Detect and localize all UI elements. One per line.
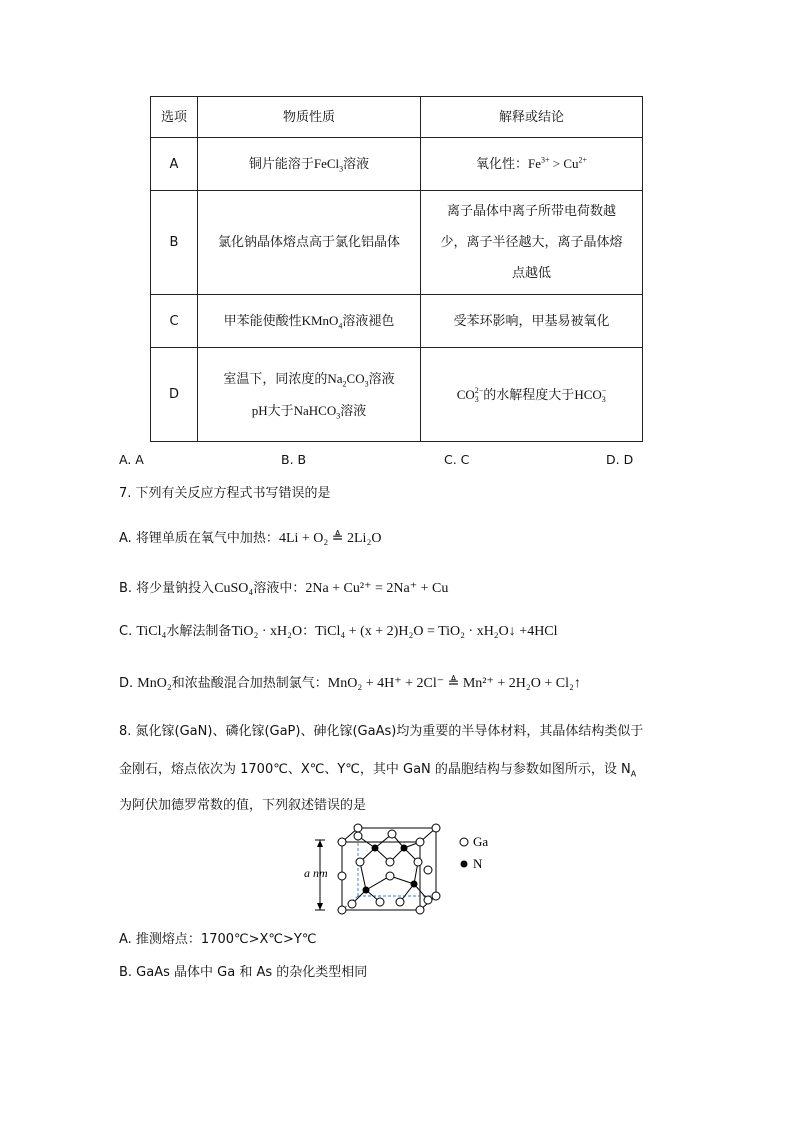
text: 的水解程度大于 (483, 387, 575, 403)
superscript: 3+ (540, 155, 550, 165)
row-conclusion (421, 191, 643, 295)
table-row (151, 348, 643, 442)
options-table (150, 96, 643, 442)
row-conclusion: 受苯环影响，甲基易被氧化 (421, 295, 643, 348)
formula: CO (346, 370, 365, 386)
option-label: B. 将少量钠投入 (119, 581, 215, 596)
choice-c[interactable]: C. C (444, 452, 470, 467)
q8-stem-line3: 为阿伏加德罗常数的值，下列叙述错误的是 (119, 798, 367, 813)
option-label: C. (119, 624, 133, 639)
formula: Cu (563, 156, 579, 171)
subscript: A (630, 769, 637, 779)
row-option-label: D (151, 348, 198, 442)
subscript: 4 (338, 321, 343, 331)
formula: pH (251, 402, 268, 418)
equation: TiCl₄ + (x + 2)H₂O = TiO₂ · xH₂O↓ +4HCl (315, 624, 558, 639)
row-option-label: C (151, 295, 198, 348)
header-property: 物质性质 (198, 97, 421, 138)
option-label: D. (119, 676, 134, 691)
row-property (198, 295, 421, 348)
subscript: 3 (474, 395, 479, 404)
q8-option-b[interactable]: B. GaAs 晶体中 Ga 和 As 的杂化类型相同 (119, 965, 368, 980)
gan-unit-cell-figure (300, 822, 510, 918)
formula: KMnO (301, 313, 339, 328)
dimension-label: a nm (304, 866, 328, 880)
text: 甲苯能使酸性 (223, 314, 302, 329)
row-property: 氯化钠晶体熔点高于氯化铝晶体 (198, 191, 421, 295)
text: 和浓盐酸混合加热制氯气： (171, 676, 328, 691)
legend-n-icon (461, 861, 468, 868)
formula: TiCl₄ (136, 624, 167, 639)
q7-stem: 7. 下列有关反应方程式书写错误的是 (119, 486, 331, 501)
q8-stem-line2 (119, 758, 636, 777)
subscript: 3 (339, 164, 344, 174)
legend-n-label: N (473, 856, 483, 871)
table-header-row (151, 97, 643, 138)
superscript: 2+ (578, 155, 588, 165)
table-row (151, 138, 643, 191)
text: 大于 (267, 403, 294, 419)
arrow-head (317, 903, 323, 910)
subscript: 3 (364, 379, 369, 389)
text: 铜片能溶于 (248, 157, 314, 172)
formula: MnO₂ (137, 676, 172, 691)
row-conclusion (421, 138, 643, 191)
superscript: − (601, 386, 607, 395)
text: 氧化性： (475, 157, 528, 172)
text: 溶液中： (253, 581, 306, 596)
row-option-label: A (151, 138, 198, 191)
formula: NaHCO (293, 402, 337, 418)
arrow-head (317, 840, 323, 847)
legend-ga-icon (460, 838, 468, 846)
table-row (151, 191, 643, 295)
formula: TiO₂ · xH₂O (231, 624, 303, 639)
q7-option-d[interactable] (119, 672, 581, 692)
row-conclusion (421, 348, 643, 442)
equation: MnO₂ + 4H⁺ + 2Cl⁻ ≜ Mn²⁺ + 2H₂O + Cl₂↑ (327, 676, 581, 691)
text-line: 点越低 (511, 266, 551, 281)
text: ： (302, 624, 316, 639)
header-conclusion: 解释或结论 (421, 97, 643, 138)
sup-sub-stack (602, 386, 607, 404)
choice-d[interactable]: D. D (606, 452, 634, 467)
text-line: 少，离子半径越大，离子晶体熔 (440, 235, 623, 250)
q8-option-a[interactable]: A. 推测熔点：1700℃>X℃>Y℃ (119, 932, 317, 947)
table-row (151, 295, 643, 348)
subscript: 3 (601, 395, 606, 404)
equation: 4Li + O₂ ≜ 2Li₂O (278, 531, 382, 546)
row-option-label: B (151, 191, 198, 295)
q7-option-a[interactable] (119, 527, 381, 547)
choice-a[interactable]: A. A (119, 452, 144, 467)
subscript: 3 (336, 411, 341, 421)
choice-b[interactable]: B. B (281, 452, 307, 467)
text: 溶液 (340, 403, 367, 419)
formula: Na (327, 370, 343, 386)
superscript: 2− (474, 386, 484, 395)
subscript: 2 (342, 379, 347, 389)
formula: CO (456, 386, 475, 402)
text-line: 离子晶体中离子所带电荷数越 (446, 204, 616, 219)
formula: CuSO₄ (214, 581, 254, 596)
formula: HCO (574, 386, 602, 402)
equation: 2Na + Cu²⁺ = 2Na⁺ + Cu (305, 581, 449, 596)
header-option: 选项 (151, 97, 198, 138)
row-property (198, 348, 421, 442)
text: 溶液褪色 (342, 314, 395, 329)
text: 溶液 (368, 371, 395, 387)
q7-option-c[interactable] (119, 620, 558, 640)
text: 金刚石，熔点依次为 1700℃、X℃、Y℃，其中 GaN 的晶胞结构与参数如图所示，设 N (119, 762, 631, 777)
text: 水解法制备 (166, 624, 232, 639)
formula: Fe (527, 156, 541, 171)
text-line (206, 363, 412, 395)
operator: > (549, 156, 564, 171)
text-line (206, 395, 412, 427)
legend-ga-label: Ga (473, 834, 489, 849)
option-label: A. 将锂单质在氧气中加热： (119, 531, 279, 546)
text: 溶液 (343, 157, 370, 172)
q8-stem-line1: 8. 氮化镓(GaN)、磷化镓(GaP)、砷化镓(GaAs)均为重要的半导体材料，其晶体结构类似于 (119, 724, 644, 739)
text: 室温下，同浓度的 (223, 371, 328, 387)
row-property (198, 138, 421, 191)
formula: FeCl (313, 156, 340, 171)
q7-option-b[interactable] (119, 577, 448, 597)
